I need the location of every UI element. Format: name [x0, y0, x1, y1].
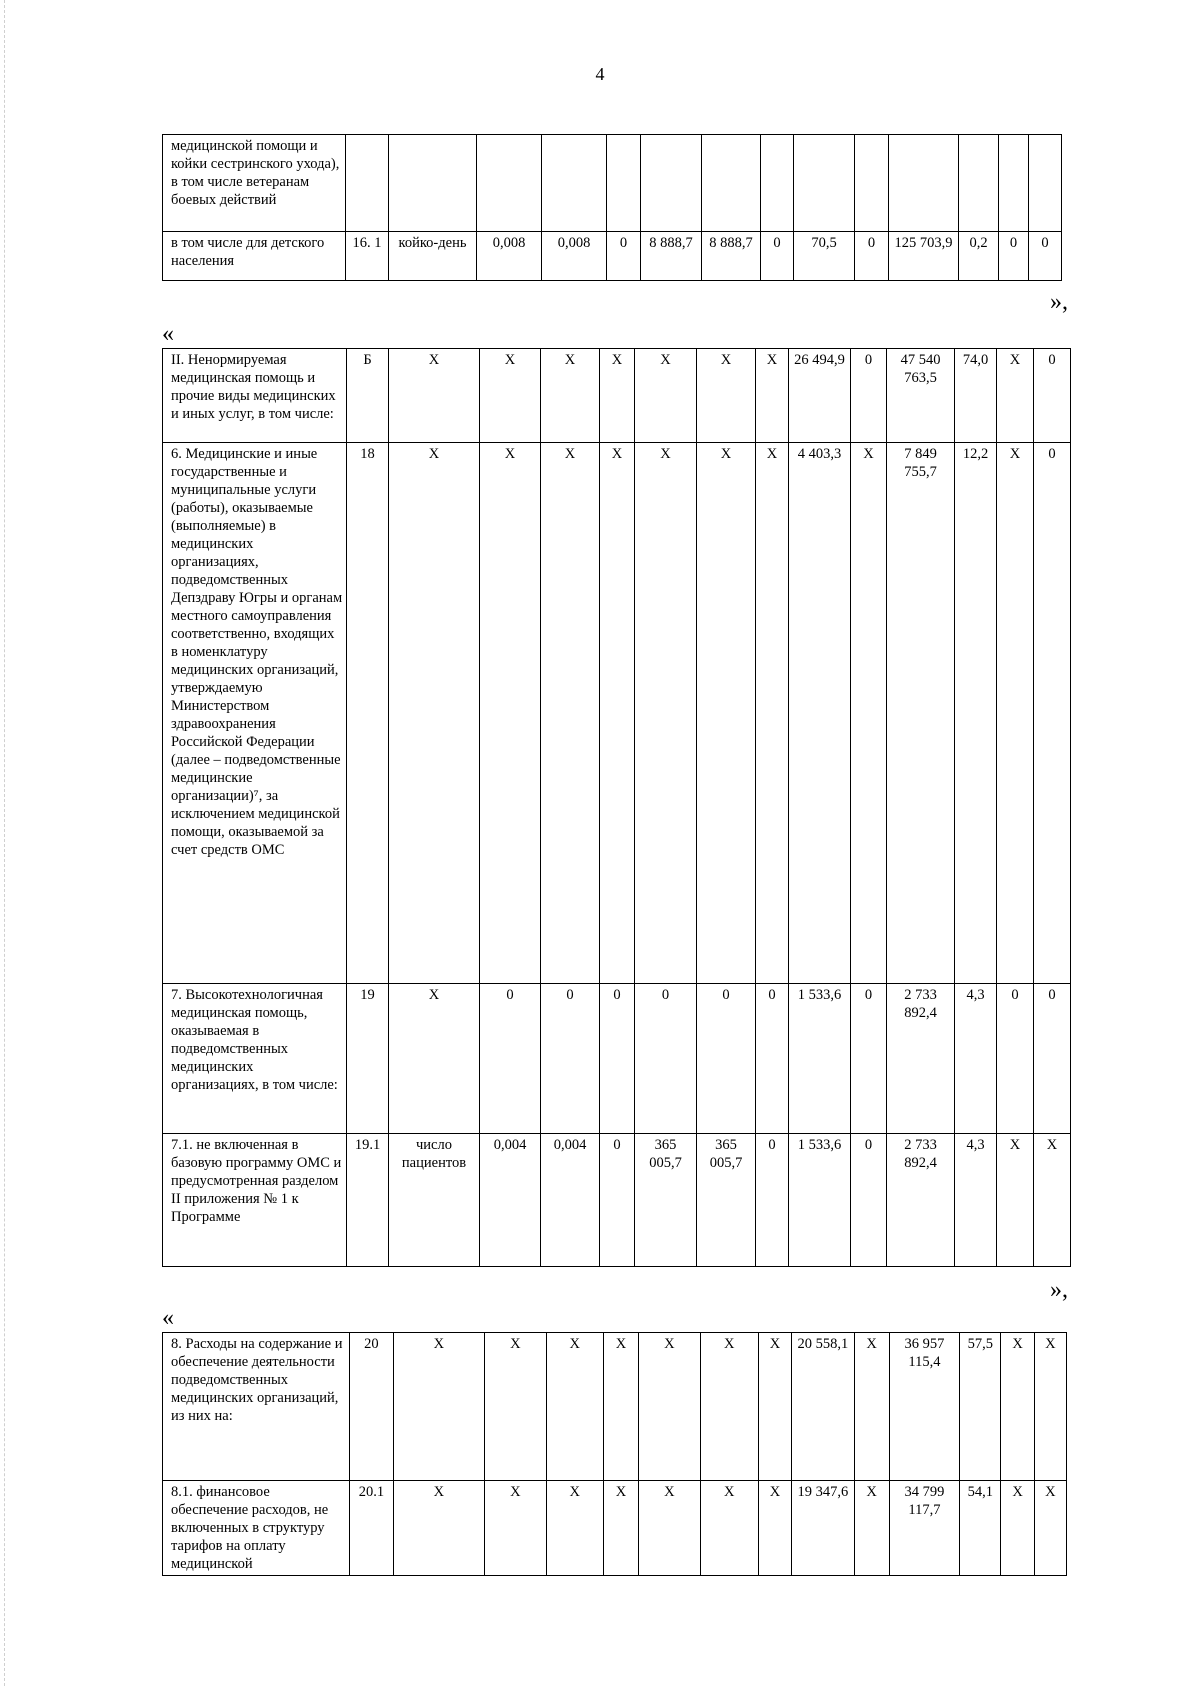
table-cell: 8 888,7 [702, 232, 761, 281]
table-cell: X [541, 443, 600, 984]
table-cell: 8 888,7 [641, 232, 702, 281]
table-cell [607, 135, 641, 232]
table-cell: X [639, 1333, 700, 1481]
table-cell: 0 [855, 232, 889, 281]
table-cell [477, 135, 542, 232]
table-row [163, 135, 1062, 232]
table-cell [641, 135, 702, 232]
table-row [163, 1481, 1067, 1576]
table-cell [999, 135, 1029, 232]
table-cell: 1 533,6 [789, 1134, 851, 1267]
table-cell [959, 135, 999, 232]
table-cell: X [635, 349, 697, 443]
table-cell: 36 957 115,4 [889, 1333, 959, 1481]
table-cell: X [1001, 1481, 1034, 1576]
table-cell: 0 [1034, 349, 1071, 443]
table-cell: II. Ненормируемая медицинская помощь и прочие виды медицинских и иных услуг, в том числе: [163, 349, 347, 443]
table-cell: X [758, 1333, 791, 1481]
table-cell: X [485, 1481, 546, 1576]
table-cell: 7. Высокотехнологичная медицинская помощь, оказываемая в подведомственных медицинских организациях, в том числе: [163, 984, 347, 1134]
table-cell [542, 135, 607, 232]
table-cell: X [600, 349, 635, 443]
table-cell: 70,5 [794, 232, 855, 281]
table-cell: 19 [347, 984, 389, 1134]
table-cell: 365 005,7 [697, 1134, 756, 1267]
table-3 [162, 1332, 1067, 1576]
table-cell [855, 135, 889, 232]
table-cell: 7 849 755,7 [887, 443, 955, 984]
table-cell: 0 [1034, 443, 1071, 984]
table-cell [1029, 135, 1062, 232]
table-cell: 8. Расходы на содержание и обеспечение деятельности подведомственных медицинских организаций, из них на: [163, 1333, 350, 1481]
table-cell: 365 005,7 [635, 1134, 697, 1267]
table-cell: X [697, 443, 756, 984]
table-cell: койко-день [389, 232, 477, 281]
table-cell: X [700, 1481, 758, 1576]
table-cell: 0 [635, 984, 697, 1134]
table-cell: в том числе для детского населения [163, 232, 346, 281]
table-cell: X [756, 443, 789, 984]
table-cell [889, 135, 959, 232]
table-cell: X [697, 349, 756, 443]
table-row [163, 1134, 1071, 1267]
table-row [163, 1333, 1067, 1481]
table-cell: X [758, 1481, 791, 1576]
table-cell: X [389, 443, 480, 984]
table-cell: X [854, 1333, 889, 1481]
table-cell: 0,004 [541, 1134, 600, 1267]
table-2 [162, 348, 1071, 1267]
table-row [163, 232, 1062, 281]
table-cell: 6. Медицинские и иные государственные и муниципальные услуги (работы), оказываемые (выполняемые) в медицинских организациях, подведомственных Депздраву Югры и органам местного самоуправления соответственно, входящих в номенклатуру медицинских организаций, утверждаемую Министерством здравоохранения Российской Федерации (далее – подведомственные медицинские организации)⁷, за исключением медицинской помощи, оказываемой за счет средств ОМС [163, 443, 347, 984]
table-cell: X [700, 1333, 758, 1481]
table-cell: X [393, 1333, 485, 1481]
table-cell: 0 [600, 1134, 635, 1267]
table-row [163, 984, 1071, 1134]
table-cell: X [546, 1333, 603, 1481]
table-cell: X [389, 349, 480, 443]
table-cell: 19 347,6 [792, 1481, 854, 1576]
table-row [163, 349, 1071, 443]
table-cell: 0 [997, 984, 1034, 1134]
table-cell: 20.1 [350, 1481, 393, 1576]
table-cell: X [393, 1481, 485, 1576]
table-cell: 4 403,3 [789, 443, 851, 984]
opening-quote: « [162, 321, 174, 347]
table-cell: 34 799 117,7 [889, 1481, 959, 1576]
table-cell [389, 135, 477, 232]
table-cell: Б [347, 349, 389, 443]
table-cell: X [389, 984, 480, 1134]
table-cell: 0 [761, 232, 794, 281]
closing-quote: », [1050, 1277, 1068, 1303]
table-cell: X [546, 1481, 603, 1576]
closing-quote: », [1050, 289, 1068, 315]
table-cell: 4,3 [955, 1134, 997, 1267]
table-cell: 74,0 [955, 349, 997, 443]
scan-edge-line [4, 0, 6, 1686]
table-cell: 0 [600, 984, 635, 1134]
table-row [163, 443, 1071, 984]
table-cell: 0 [851, 1134, 887, 1267]
table-cell: 0 [1029, 232, 1062, 281]
table-cell: X [541, 349, 600, 443]
table-cell: 0,004 [480, 1134, 541, 1267]
table-cell: 0 [756, 1134, 789, 1267]
table-cell: X [851, 443, 887, 984]
table-cell: X [997, 349, 1034, 443]
table-cell: X [485, 1333, 546, 1481]
table-cell: X [480, 349, 541, 443]
table-cell: X [756, 349, 789, 443]
table-cell: 47 540 763,5 [887, 349, 955, 443]
table-cell [702, 135, 761, 232]
table-cell: 57,5 [960, 1333, 1001, 1481]
table-cell: 26 494,9 [789, 349, 851, 443]
table-cell: 0 [851, 349, 887, 443]
table-cell: 12,2 [955, 443, 997, 984]
table-cell: 4,3 [955, 984, 997, 1134]
table-cell: 20 558,1 [792, 1333, 854, 1481]
table-cell: 2 733 892,4 [887, 1134, 955, 1267]
table-cell: X [1034, 1134, 1071, 1267]
table-cell: 125 703,9 [889, 232, 959, 281]
table-cell: X [639, 1481, 700, 1576]
table-cell: X [603, 1481, 638, 1576]
table-cell: 0,008 [542, 232, 607, 281]
table-cell: 0 [541, 984, 600, 1134]
table-cell: X [600, 443, 635, 984]
table-cell [346, 135, 389, 232]
table-cell: 1 533,6 [789, 984, 851, 1134]
table-cell: 2 733 892,4 [887, 984, 955, 1134]
table-cell: X [603, 1333, 638, 1481]
table-cell: X [997, 1134, 1034, 1267]
table-cell: число пациентов [389, 1134, 480, 1267]
table-cell: 0,2 [959, 232, 999, 281]
table-cell: 8.1. финансовое обеспечение расходов, не включенных в структуру тарифов на оплату медицинской [163, 1481, 350, 1576]
opening-quote: « [162, 1305, 174, 1331]
table-cell: 18 [347, 443, 389, 984]
table-cell: X [635, 443, 697, 984]
table-cell: X [997, 443, 1034, 984]
table-cell: X [854, 1481, 889, 1576]
table-cell: 20 [350, 1333, 393, 1481]
table-cell: 19.1 [347, 1134, 389, 1267]
table-cell: 0 [851, 984, 887, 1134]
table-cell: 0 [697, 984, 756, 1134]
table-cell: 0 [999, 232, 1029, 281]
table-cell: 0 [607, 232, 641, 281]
table-cell: 7.1. не включенная в базовую программу ОМС и предусмотренная разделом II приложения № 1 к Программе [163, 1134, 347, 1267]
table-cell: X [1034, 1481, 1066, 1576]
table-cell [761, 135, 794, 232]
table-cell: X [1001, 1333, 1034, 1481]
page-number: 4 [595, 64, 605, 84]
table-cell: 0,008 [477, 232, 542, 281]
table-cell: медицинской помощи и койки сестринского ухода), в том числе ветеранам боевых действий [163, 135, 346, 232]
table-cell: 54,1 [960, 1481, 1001, 1576]
table-cell [794, 135, 855, 232]
table-cell: 0 [480, 984, 541, 1134]
table-cell: 0 [1034, 984, 1071, 1134]
table-cell: 16. 1 [346, 232, 389, 281]
table-1 [162, 134, 1062, 281]
table-cell: X [480, 443, 541, 984]
table-cell: 0 [756, 984, 789, 1134]
table-cell: X [1034, 1333, 1066, 1481]
